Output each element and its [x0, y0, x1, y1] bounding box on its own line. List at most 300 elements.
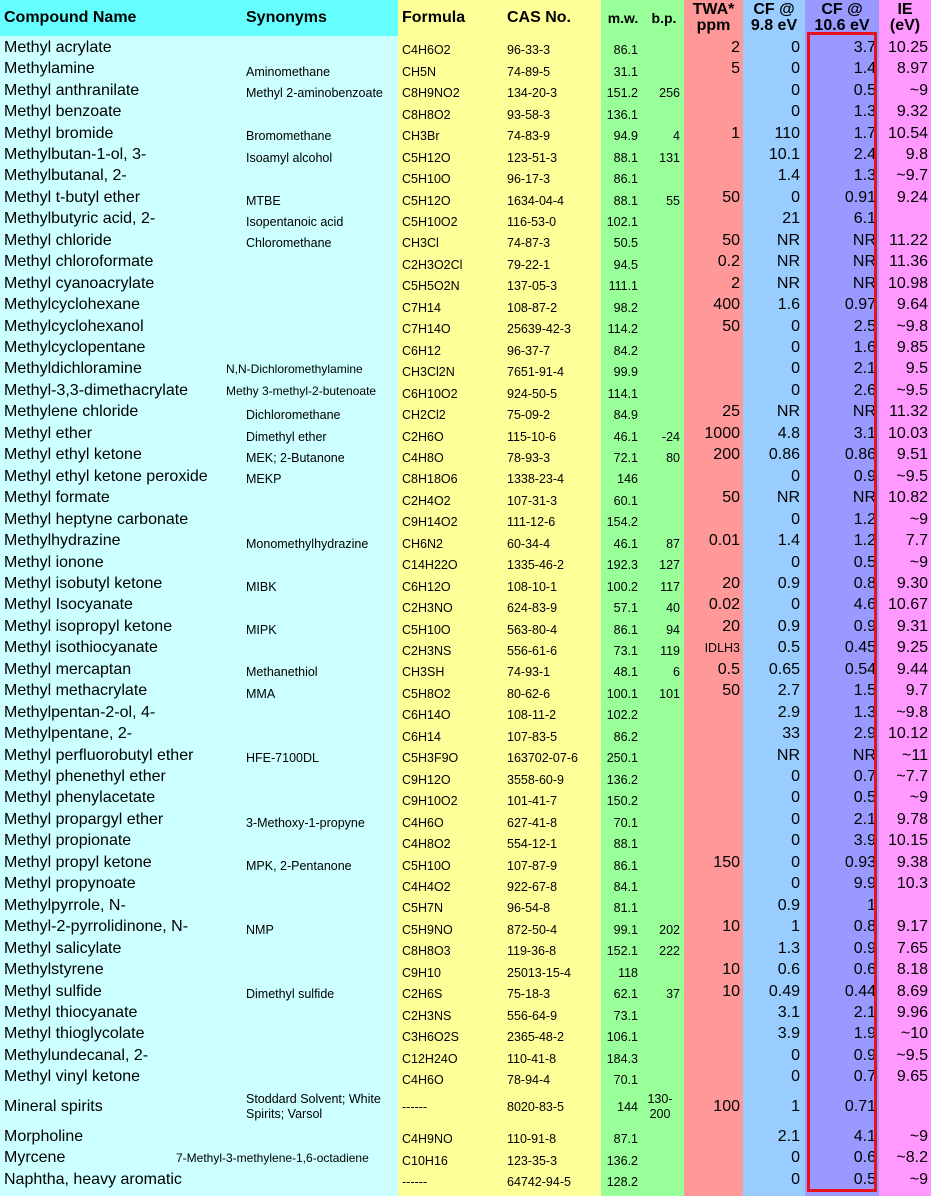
cf-10-6-ev-cell: 0.5: [853, 81, 876, 99]
formula-cell: C2H3NS: [402, 644, 452, 659]
cf-10-6-ev-cell: 1.6: [853, 339, 876, 357]
molecular-weight-cell: 144: [617, 1100, 638, 1115]
cas-number-cell: 554-12-1: [507, 837, 558, 852]
compound-name-cell: Methyl formate: [4, 489, 110, 507]
synonym-cell: MEKP: [246, 472, 282, 487]
synonym-cell: [246, 788, 396, 809]
table-row: [0, 337, 931, 358]
compound-name-cell: Methyl benzoate: [4, 103, 122, 121]
table-row: [0, 916, 931, 937]
cf-10-6-ev-cell: 6.1: [853, 210, 876, 228]
boiling-point-cell: [640, 359, 680, 380]
boiling-point-cell: [640, 831, 680, 852]
cas-number-cell: 1335-46-2: [507, 558, 564, 573]
synonym-cell: [246, 874, 396, 895]
cf-10-6-ev-cell: 0.71: [844, 1098, 876, 1116]
cf-10-6-ev-cell: 0.7: [853, 768, 876, 786]
synonym-cell: MEK; 2-Butanone: [246, 450, 345, 465]
synonym-cell: Dimethyl sulfide: [246, 987, 335, 1002]
boiling-point-cell: [640, 58, 680, 79]
cf-9-8-ev-cell: 10.1: [768, 145, 800, 163]
synonym-cell: [246, 895, 396, 916]
ionization-energy-cell: 8.97: [896, 60, 928, 78]
boiling-point-cell: [640, 1024, 680, 1045]
boiling-point-cell: 117: [660, 579, 680, 594]
molecular-weight-cell: 81.1: [613, 901, 638, 916]
cf-9-8-ev-cell: 0.9: [777, 896, 800, 914]
twa-ppm-cell: [686, 359, 740, 380]
cf-9-8-ev-cell: 0: [791, 381, 800, 399]
compound-name-cell: Methyl mercaptan: [4, 660, 132, 678]
ionization-energy-cell: 9.44: [896, 660, 928, 678]
table-row: [0, 681, 931, 702]
molecular-weight-cell: 57.1: [613, 601, 638, 616]
ionization-energy-cell: 10.67: [887, 596, 928, 614]
compound-name-cell: Methylundecanal, 2-: [4, 1046, 149, 1064]
table-row: [0, 573, 931, 594]
molecular-weight-cell: 111.1: [608, 279, 638, 294]
compound-name-cell: Methyl propionate: [4, 832, 132, 850]
cas-number-cell: 123-51-3: [507, 150, 558, 165]
cas-number-cell: 556-64-9: [507, 1008, 558, 1023]
cf-10-6-ev-cell: NR: [852, 746, 876, 764]
molecular-weight-cell: 136.2: [606, 1153, 638, 1168]
ionization-energy-cell: 9.7: [905, 682, 928, 700]
cf-10-6-ev-cell: NR: [852, 231, 876, 249]
table-row: [0, 723, 931, 744]
cas-number-cell: 627-41-8: [507, 815, 558, 830]
compound-name-cell: Methylbutyric acid, 2-: [4, 210, 156, 228]
twa-ppm-cell: 0.2: [717, 253, 740, 271]
synonym-cell: Bromomethane: [246, 129, 332, 144]
molecular-weight-cell: 86.2: [613, 729, 638, 744]
synonym-cell: [246, 166, 396, 187]
formula-cell: CH2Cl2: [402, 408, 446, 423]
table-row: [0, 874, 931, 895]
boiling-point-cell: [640, 1067, 680, 1088]
compound-name-cell: Methyl t-butyl ether: [4, 188, 141, 206]
ionization-energy-cell: 9.65: [896, 1068, 928, 1086]
synonym-cell: Dimethyl ether: [246, 429, 327, 444]
table-row: [0, 638, 931, 659]
compound-name-cell: Methyl anthranilate: [4, 81, 140, 99]
table-row: [0, 1088, 931, 1126]
synonym-cell: NMP: [246, 922, 274, 937]
boiling-point-cell: -24: [661, 429, 680, 444]
table-row: [0, 1169, 931, 1190]
cf-9-8-ev-cell: 0: [791, 875, 800, 893]
twa-ppm-cell: 50: [722, 317, 740, 335]
boiling-point-cell: 37: [666, 987, 680, 1002]
ionization-energy-cell: 9.51: [896, 446, 928, 464]
cf-9-8-ev-cell: NR: [776, 231, 800, 249]
cf-9-8-ev-cell: 0: [791, 1068, 800, 1086]
twa-ppm-cell: 100: [713, 1098, 740, 1116]
molecular-weight-cell: 128.2: [606, 1175, 638, 1190]
ionization-energy-cell: 10.25: [887, 38, 928, 56]
ionization-energy-cell: 8.69: [896, 982, 928, 1000]
synonym-cell: 7-Methyl-3-methylene-1,6-octadiene: [176, 1151, 369, 1166]
cf-9-8-ev-cell: 3.1: [777, 1003, 800, 1021]
twa-ppm-cell: [686, 337, 740, 358]
header-cas: CAS No.: [507, 9, 571, 26]
compound-name-cell: Methyl acrylate: [4, 38, 112, 56]
boiling-point-cell: 94: [666, 622, 680, 637]
cf-9-8-ev-cell: 21: [782, 210, 800, 228]
cf-9-8-ev-cell: 0.65: [768, 660, 800, 678]
compound-name-cell: Methylene chloride: [4, 403, 139, 421]
ionization-energy-cell: 9.24: [896, 188, 928, 206]
molecular-weight-cell: 86.1: [613, 622, 638, 637]
compound-name-cell: Methyl Isocyanate: [4, 596, 133, 614]
table-row: [0, 294, 931, 315]
cas-number-cell: 111-12-6: [507, 515, 556, 530]
synonym-cell: [246, 1024, 396, 1045]
molecular-weight-cell: 31.1: [613, 64, 638, 79]
compound-name-cell: Methyl propyl ketone: [4, 853, 152, 871]
synonym-cell: [246, 1126, 396, 1147]
synonym-cell: MTBE: [246, 193, 281, 208]
formula-cell: ------: [402, 1100, 427, 1115]
synonym-cell: [246, 252, 396, 273]
formula-cell: C5H8O2: [402, 686, 451, 701]
cf-10-6-ev-cell: 2.1: [853, 810, 876, 828]
molecular-weight-cell: 86.1: [613, 858, 638, 873]
twa-ppm-cell: [686, 1067, 740, 1088]
formula-cell: C6H14O: [402, 708, 451, 723]
cf-10-6-ev-cell: 1: [867, 896, 876, 914]
boiling-point-cell: [640, 209, 680, 230]
cf-9-8-ev-cell: 0: [791, 768, 800, 786]
synonym-cell: Isopentanoic acid: [246, 215, 344, 230]
formula-cell: C4H8O: [402, 450, 444, 465]
synonym-cell: [246, 959, 396, 980]
formula-cell: C5H3F9O: [402, 751, 459, 766]
boiling-point-cell: [640, 402, 680, 423]
ionization-energy-cell: 9.38: [896, 853, 928, 871]
boiling-point-cell: [640, 874, 680, 895]
molecular-weight-cell: 151.2: [606, 86, 638, 101]
formula-cell: C9H10: [402, 965, 441, 980]
cf-10-6-ev-cell: 2.6: [853, 381, 876, 399]
header-mw: m.w.: [607, 10, 639, 26]
ionization-energy-cell: 9.78: [896, 810, 928, 828]
boiling-point-cell: [640, 1002, 680, 1023]
cf-9-8-ev-cell: NR: [776, 489, 800, 507]
table-row: [0, 659, 931, 680]
cf-9-8-ev-cell: 2.9: [777, 703, 800, 721]
synonym-cell: [246, 1002, 396, 1023]
cas-number-cell: 107-31-3: [507, 493, 558, 508]
ionization-energy-cell: 10.12: [887, 725, 928, 743]
cf-10-6-ev-cell: NR: [852, 489, 876, 507]
cas-number-cell: 134-20-3: [507, 86, 558, 101]
table-row: [0, 359, 931, 380]
ionization-energy-cell: ~9.8: [896, 703, 928, 721]
molecular-weight-cell: 184.3: [606, 1051, 638, 1066]
cas-number-cell: 108-11-2: [507, 708, 557, 723]
cf-9-8-ev-cell: 1.4: [777, 167, 800, 185]
table-row: [0, 938, 931, 959]
molecular-weight-cell: 84.1: [613, 879, 638, 894]
cf-10-6-ev-cell: 0.9: [853, 617, 876, 635]
cf-9-8-ev-cell: 0: [791, 467, 800, 485]
cas-number-cell: 78-93-3: [507, 450, 551, 465]
molecular-weight-cell: 102.2: [606, 708, 638, 723]
cas-number-cell: 1634-04-4: [507, 193, 564, 208]
cf-10-6-ev-cell: 0.7: [853, 1068, 876, 1086]
twa-ppm-cell: 25: [722, 403, 740, 421]
boiling-point-cell: [640, 252, 680, 273]
synonym-cell: HFE-7100DL: [246, 751, 319, 766]
twa-ppm-cell: [686, 466, 740, 487]
compound-name-cell: Methyl phenylacetate: [4, 789, 156, 807]
molecular-weight-cell: 102.1: [606, 215, 638, 230]
boiling-point-cell: 202: [659, 922, 680, 937]
formula-cell: C2H3NO: [402, 601, 453, 616]
synonym-cell: Methanethiol: [246, 665, 318, 680]
synonym-cell: MIPK: [246, 622, 277, 637]
table-row: [0, 1002, 931, 1023]
synonym-cell: MMA: [246, 686, 276, 701]
synonym-cell: [246, 638, 396, 659]
ionization-energy-cell: 9.31: [896, 617, 928, 635]
table-row: [0, 252, 931, 273]
ionization-energy-cell: [882, 209, 928, 230]
header-cf98: [743, 0, 805, 36]
molecular-weight-cell: 146: [617, 472, 638, 487]
cas-number-cell: 624-83-9: [507, 601, 558, 616]
cas-number-cell: 123-35-3: [507, 1153, 558, 1168]
table-row: [0, 1024, 931, 1045]
header-formula: Formula: [402, 9, 466, 26]
compound-name-cell: Methylbutan-1-ol, 3-: [4, 145, 147, 163]
formula-cell: C12H24O: [402, 1051, 458, 1066]
synonym-cell: Methyl 2-aminobenzoate: [246, 86, 383, 101]
cas-number-cell: 60-34-4: [507, 536, 551, 551]
boiling-point-cell: [640, 1126, 680, 1147]
cas-number-cell: 75-18-3: [507, 987, 551, 1002]
molecular-weight-cell: 84.9: [613, 408, 638, 423]
boiling-point-cell: [640, 294, 680, 315]
cf-9-8-ev-cell: 0: [791, 103, 800, 121]
cf-10-6-ev-cell: NR: [852, 274, 876, 292]
synonym-cell: Chloromethane: [246, 236, 332, 251]
cas-number-cell: 7651-91-4: [507, 365, 564, 380]
twa-ppm-cell: [686, 766, 740, 787]
ionization-energy-cell: 9.30: [896, 574, 928, 592]
boiling-point-cell: 222: [659, 944, 680, 959]
header-cf98-line2: 9.8 eV: [750, 17, 798, 34]
cf-10-6-ev-cell: 2.1: [853, 360, 876, 378]
synonym-cell: [246, 487, 396, 508]
cf-10-6-ev-cell: 2.9: [853, 725, 876, 743]
cas-number-cell: 137-05-3: [507, 279, 558, 294]
cf-9-8-ev-cell: 0: [791, 789, 800, 807]
molecular-weight-cell: 118: [618, 965, 638, 980]
cas-number-cell: 116-53-0: [507, 215, 557, 230]
twa-ppm-cell: 50: [722, 231, 740, 249]
table-row: [0, 616, 931, 637]
formula-cell: C5H10O: [402, 622, 451, 637]
ionization-energy-cell: 9.17: [896, 918, 928, 936]
formula-cell: C4H6O: [402, 1073, 444, 1088]
boiling-point-cell: 127: [659, 558, 680, 573]
ionization-energy-cell: 9.96: [896, 1003, 928, 1021]
compound-name-cell: Methyl chloride: [4, 231, 112, 249]
ionization-energy-cell: ~11: [902, 746, 928, 764]
compound-name-cell: Methyl sulfide: [4, 982, 102, 1000]
formula-cell: C3H6O2S: [402, 1030, 459, 1045]
cas-number-cell: 1338-23-4: [507, 472, 564, 487]
compound-name-cell: Methyl-3,3-dimethacrylate: [4, 381, 189, 399]
twa-ppm-cell: [686, 1002, 740, 1023]
twa-ppm-cell: [686, 1148, 740, 1169]
cf-10-6-ev-cell: 0.6: [853, 1149, 876, 1167]
ionization-energy-cell: 10.98: [887, 274, 928, 292]
molecular-weight-cell: 46.1: [613, 429, 638, 444]
boiling-point-cell: [640, 1169, 680, 1190]
twa-ppm-cell: 10: [722, 982, 740, 1000]
formula-cell: C9H10O2: [402, 794, 458, 809]
synonym-cell: Methy 3-methyl-2-butenoate: [226, 383, 377, 398]
table-row: [0, 1067, 931, 1088]
compound-name-cell: Methylamine: [4, 60, 95, 78]
cas-number-cell: 107-83-5: [507, 729, 558, 744]
ionization-energy-cell: ~9: [909, 553, 928, 571]
ionization-energy-cell: 9.64: [896, 296, 928, 314]
twa-ppm-cell: [686, 509, 740, 530]
formula-cell: ------: [402, 1175, 427, 1190]
ionization-energy-cell: ~9: [909, 1127, 928, 1145]
boiling-point-cell: [640, 230, 680, 251]
cas-number-cell: 79-22-1: [507, 257, 551, 272]
header-synonyms: Synonyms: [246, 9, 327, 26]
ionization-energy-cell: ~9: [909, 81, 928, 99]
table-row: [0, 273, 931, 294]
cf-9-8-ev-cell: 0: [791, 1046, 800, 1064]
twa-ppm-cell: [686, 788, 740, 809]
molecular-weight-cell: 84.2: [613, 343, 638, 358]
table-row: [0, 380, 931, 401]
cf-9-8-ev-cell: NR: [776, 403, 800, 421]
formula-cell: C5H12O: [402, 193, 451, 208]
cf-10-6-ev-cell: 9.9: [853, 875, 876, 893]
header-cf106-line2: 10.6 eV: [814, 17, 870, 34]
formula-cell: C2H3NS: [402, 1008, 452, 1023]
cf-9-8-ev-cell: 1.6: [777, 296, 800, 314]
boiling-point-cell: 87: [666, 536, 680, 551]
table-row: [0, 101, 931, 122]
compound-name-cell: Methyl ethyl ketone: [4, 446, 142, 464]
ionization-energy-cell: 11.36: [889, 253, 928, 271]
boiling-point-cell: 6: [673, 665, 680, 680]
table-row: [0, 852, 931, 873]
ionization-energy-cell: 10.03: [887, 424, 928, 442]
cf-10-6-ev-cell: 1.3: [853, 703, 876, 721]
cf-9-8-ev-cell: 0: [791, 60, 800, 78]
boiling-point-cell: [640, 1045, 680, 1066]
cf-10-6-ev-cell: 1.5: [853, 682, 876, 700]
ionization-energy-cell: ~9.8: [896, 317, 928, 335]
header-bp: b.p.: [651, 10, 677, 26]
twa-ppm-cell: [686, 209, 740, 230]
twa-ppm-cell: [686, 702, 740, 723]
table-row: [0, 959, 931, 980]
formula-cell: C6H12: [402, 343, 441, 358]
cas-number-cell: 75-09-2: [507, 408, 551, 423]
molecular-weight-cell: 48.1: [613, 665, 638, 680]
compound-name-cell: Methyl heptyne carbonate: [4, 510, 189, 528]
molecular-weight-cell: 154.2: [606, 515, 638, 530]
ionization-energy-cell: 9.8: [905, 145, 928, 163]
boiling-point-cell: 40: [666, 601, 680, 616]
cf-10-6-ev-cell: NR: [852, 253, 876, 271]
molecular-weight-cell: 99.1: [613, 922, 638, 937]
cf-10-6-ev-cell: 3.1: [853, 424, 876, 442]
twa-ppm-cell: 5: [731, 60, 740, 78]
table-row: [0, 209, 931, 230]
ionization-energy-cell: ~9.5: [896, 467, 928, 485]
cas-number-cell: 25639-42-3: [507, 322, 571, 337]
ionization-energy-cell: ~9: [909, 1170, 928, 1188]
compound-name-cell: Methyl thiocyanate: [4, 1003, 138, 1021]
twa-ppm-cell: 50: [722, 188, 740, 206]
table-row: [0, 766, 931, 787]
molecular-weight-cell: 88.1: [613, 837, 638, 852]
cf-10-6-ev-cell: 0.9: [853, 1046, 876, 1064]
molecular-weight-cell: 87.1: [613, 1132, 638, 1147]
cf-9-8-ev-cell: 4.8: [777, 424, 800, 442]
compound-name-cell: Methylpyrrole, N-: [4, 896, 126, 914]
synonym-cell: [246, 831, 396, 852]
molecular-weight-cell: 86.1: [613, 43, 638, 58]
boiling-point-cell: [640, 166, 680, 187]
header-ie-line1: IE: [897, 1, 913, 18]
table-row: [0, 423, 931, 444]
cf-10-6-ev-cell: 2.4: [853, 145, 876, 163]
cf-9-8-ev-cell: NR: [776, 253, 800, 271]
ionization-energy-cell: 7.7: [905, 532, 928, 550]
twa-ppm-cell: [686, 938, 740, 959]
twa-ppm-cell: [686, 552, 740, 573]
molecular-weight-cell: 99.9: [613, 365, 638, 380]
cf-10-6-ev-cell: 0.5: [853, 553, 876, 571]
cf-9-8-ev-cell: NR: [776, 746, 800, 764]
twa-ppm-cell: [686, 1126, 740, 1147]
ionization-energy-cell: 7.65: [896, 939, 928, 957]
twa-ppm-cell: [686, 809, 740, 830]
twa-ppm-cell: 1000: [704, 424, 740, 442]
cas-number-cell: 74-83-9: [507, 129, 551, 144]
boiling-point-cell: [640, 1148, 680, 1169]
boiling-point-cell: [640, 702, 680, 723]
synonym-cell: N,N-Dichloromethylamine: [226, 362, 363, 377]
cf-9-8-ev-cell: 0: [791, 596, 800, 614]
table-row: [0, 58, 931, 79]
compound-name-cell: Methyl phenethyl ether: [4, 768, 166, 786]
boiling-point-cell: [640, 487, 680, 508]
synonym-cell: MPK, 2-Pentanone: [246, 858, 352, 873]
boiling-point-cell: [640, 809, 680, 830]
cf-10-6-ev-cell: NR: [852, 403, 876, 421]
boiling-point-cell: [640, 316, 680, 337]
synonym-cell: [246, 1067, 396, 1088]
formula-cell: C2H4O2: [402, 493, 451, 508]
synonym-cell: [246, 273, 396, 294]
cas-number-cell: 922-67-8: [507, 879, 558, 894]
cf-9-8-ev-cell: 0.5: [777, 639, 800, 657]
